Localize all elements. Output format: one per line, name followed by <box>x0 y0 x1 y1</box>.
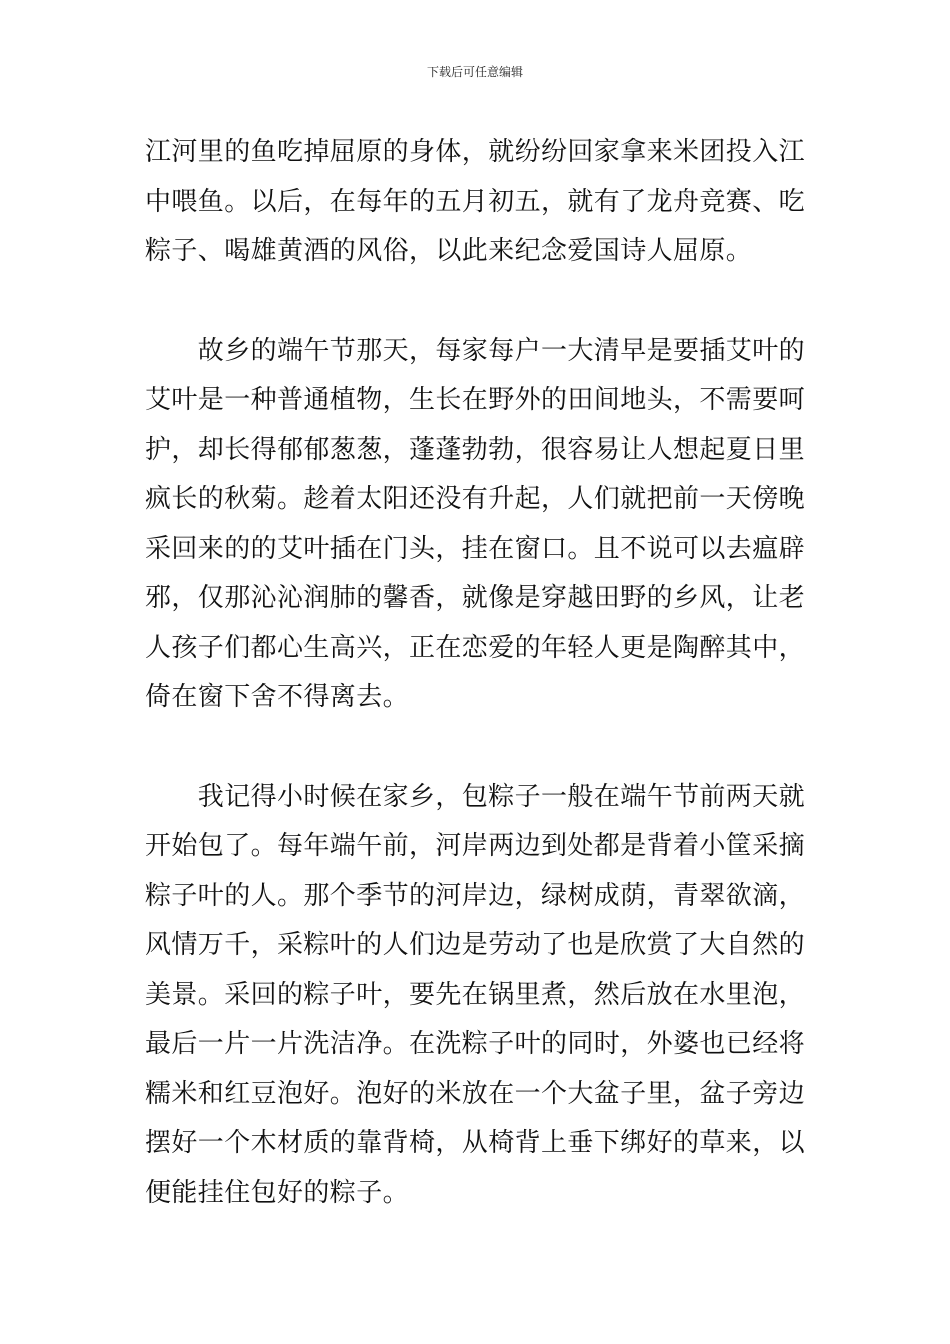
text-line: 人孩子们都心生高兴，正在恋爱的年轻人更是陶醉其中， <box>145 632 806 663</box>
text-line: 艾叶是一种普通植物，生长在野外的田间地头，不需要呵 <box>145 385 806 415</box>
paragraph-zongzi-memories <box>145 773 810 1219</box>
text-line: 我记得小时候在家乡，包粽子一般在端午节前两天就 <box>145 781 806 812</box>
text-line: 中喂鱼。以后，在每年的五月初五，就有了龙舟竞赛、吃 <box>145 186 806 217</box>
text-line: 粽子、喝雄黄酒的风俗，以此来纪念爱国诗人屈原。 <box>145 236 753 266</box>
text-line: 采回来的的艾叶插在门头，挂在窗口。且不说可以去瘟辟 <box>145 533 806 564</box>
text-line: 开始包了。每年端午前，河岸两边到处都是背着小筐采摘 <box>145 831 806 861</box>
page-header: 下载后可任意编辑 <box>426 65 523 79</box>
text-line: 便能挂住包好的粽子。 <box>145 1177 410 1208</box>
document-body <box>145 128 810 1218</box>
text-line: 糯米和红豆泡好。泡好的米放在一个大盆子里，盆子旁边 <box>145 1078 806 1109</box>
paragraph-dragon-boat-origin <box>145 128 810 277</box>
text-line: 江河里的鱼吃掉屈原的身体，就纷纷回家拿来米团投入江 <box>145 137 806 167</box>
text-line: 疯长的秋菊。趁着太阳还没有升起，人们就把前一天傍晚 <box>145 484 806 514</box>
paragraph-spacer <box>145 723 810 773</box>
text-line: 邪，仅那沁沁润肺的馨香，就像是穿越田野的乡风，让老 <box>145 583 806 613</box>
text-line: 粽子叶的人。那个季节的河岸边，绿树成荫，青翠欲滴， <box>145 880 806 911</box>
text-line: 倚在窗下舍不得离去。 <box>145 682 410 712</box>
paragraph-spacer <box>145 277 810 327</box>
text-line: 美景。采回的粽子叶，要先在锅里煮，然后放在水里泡， <box>145 979 806 1010</box>
text-line: 故乡的端午节那天，每家每户一大清早是要插艾叶的 <box>145 335 806 366</box>
paragraph-mugwort <box>145 327 810 723</box>
text-line: 摆好一个木材质的靠背椅，从椅背上垂下绑好的草来，以 <box>145 1128 806 1158</box>
text-line: 风情万千，采粽叶的人们边是劳动了也是欣赏了大自然的 <box>145 930 806 960</box>
text-line: 最后一片一片洗洁净。在洗粽子叶的同时，外婆也已经将 <box>145 1029 806 1059</box>
text-line: 护，却长得郁郁葱葱，蓬蓬勃勃，很容易让人想起夏日里 <box>145 434 806 465</box>
